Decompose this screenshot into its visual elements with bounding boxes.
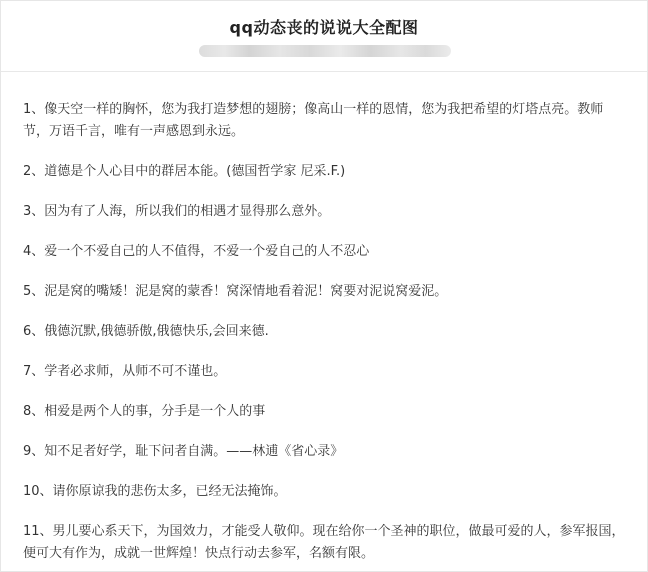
article-title: qq动态丧的说说大全配图 [229,18,419,37]
list-item: 3、因为有了人海，所以我们的相遇才显得那么意外。 [23,204,331,219]
list-item: 10、请你原谅我的悲伤太多，已经无法掩饰。 [23,484,287,499]
article-header [1,1,647,72]
list-item: 1、像天空一样的胸怀，您为我打造梦想的翅膀；像高山一样的恩情，您为我把希望的灯塔点亮。教师节，万语千言，唯有一声感恩到永远。 [23,102,604,139]
article-content [1,72,647,565]
list-item: 5、泥是窝的嘴矮！泥是窝的蒙香！窝深情地看着泥！窝要对泥说窝爱泥。 [23,284,448,299]
list-item: 8、相爱是两个人的事，分手是一个人的事 [23,404,266,419]
list-item: 6、俄德沉默,俄德骄傲,俄德快乐,会回来德. [23,324,269,339]
list-item: 11、男儿要心系天下，为国效力，才能受人敬仰。现在给你一个圣神的职位，做最可爱的人，参军报国，便可大有作为，成就一世辉煌！快点行动去参军，名额有限。 [23,524,625,561]
list-item: 7、学者必求师，从师不可不谨也。 [23,364,227,379]
list-item: 9、知不足者好学，耻下问者自满。——林逋《省心录》 [23,444,344,459]
list-item: 4、爱一个不爱自己的人不值得，不爱一个爱自己的人不忍心 [23,244,370,259]
blurred-meta-info [199,45,451,57]
list-item: 2、道德是个人心目中的群居本能。(德国哲学家 尼采.F.) [23,164,346,179]
